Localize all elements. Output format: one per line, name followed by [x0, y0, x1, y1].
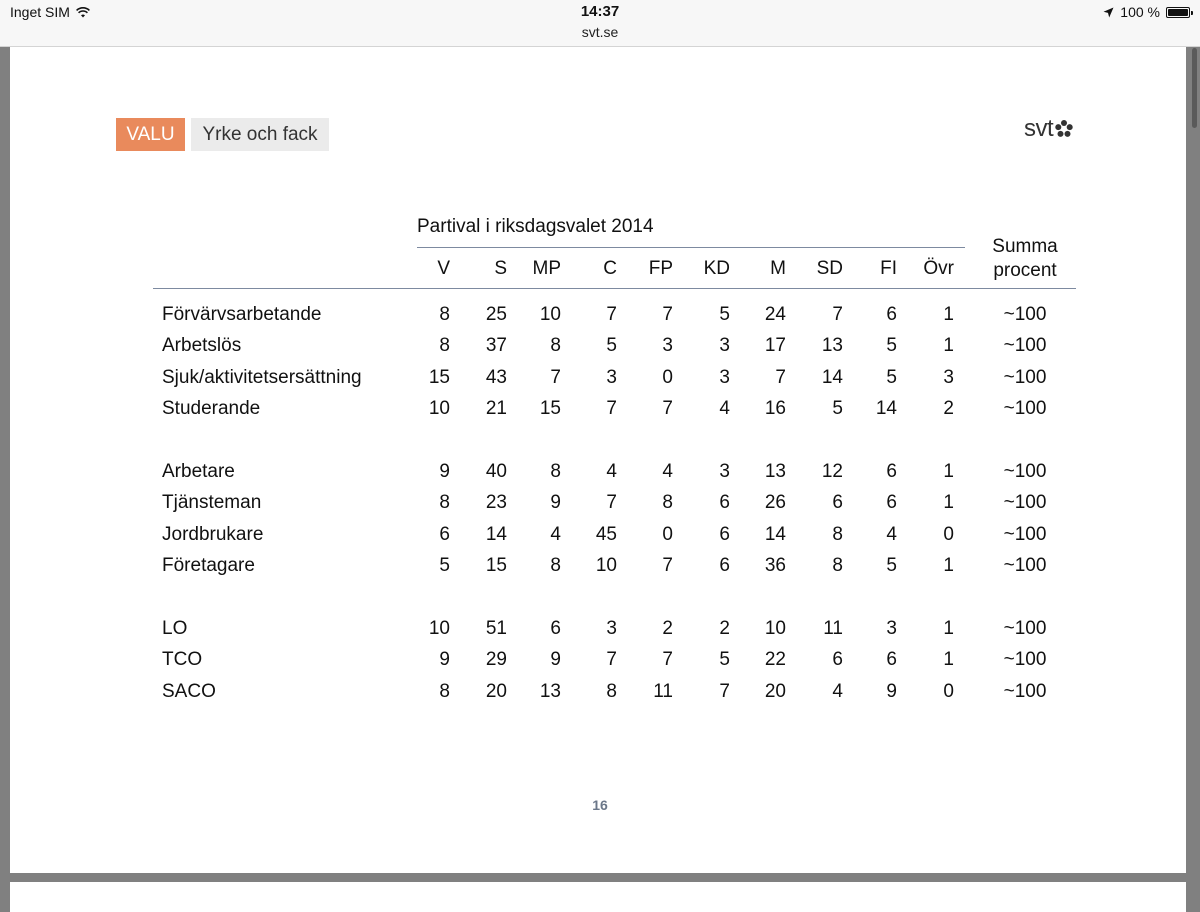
column-header: SD: [816, 258, 843, 279]
location-arrow-icon: [1103, 7, 1114, 18]
table-row: [10, 681, 1186, 709]
table-cell: 7: [662, 398, 673, 419]
table-cell: 7: [662, 304, 673, 325]
table-cell: 7: [832, 304, 843, 325]
table-cell: 25: [485, 304, 507, 325]
table-row: [10, 335, 1186, 363]
row-label: Studerande: [162, 398, 261, 419]
column-header: MP: [532, 258, 561, 279]
table-cell: 5: [886, 367, 897, 388]
table-row: [10, 461, 1186, 489]
table-cell: 4: [606, 461, 617, 482]
column-header: C: [603, 258, 617, 279]
sum-cell: ~100: [1003, 555, 1047, 576]
table-cell: 6: [886, 492, 897, 513]
table-cell: 9: [550, 492, 561, 513]
table-cell: 5: [439, 555, 450, 576]
table-cell: 8: [832, 524, 843, 545]
table-cell: 7: [606, 492, 617, 513]
table-cell: 17: [764, 335, 786, 356]
column-header: KD: [703, 258, 730, 279]
sum-cell: ~100: [1003, 304, 1047, 325]
sum-header-line1: Summa: [992, 236, 1058, 257]
table-cell: 6: [886, 461, 897, 482]
table-cell: 2: [943, 398, 954, 419]
table-cell: 8: [439, 335, 450, 356]
row-label: Tjänsteman: [162, 492, 262, 513]
table-cell: 0: [943, 524, 954, 545]
table-cell: 13: [821, 335, 843, 356]
table-cell: 14: [821, 367, 843, 388]
table-cell: 4: [719, 398, 730, 419]
table-cell: 4: [886, 524, 897, 545]
table-cell: 3: [662, 335, 673, 356]
table-row: [10, 367, 1186, 395]
row-label: Sjuk/aktivitetsersättning: [162, 367, 362, 388]
table-cell: 1: [943, 618, 954, 639]
table-cell: 8: [439, 304, 450, 325]
table-cell: 0: [662, 367, 673, 388]
table-cell: 10: [539, 304, 561, 325]
table-cell: 6: [719, 492, 730, 513]
table-cell: 8: [606, 681, 617, 702]
sum-cell: ~100: [1003, 398, 1047, 419]
table-cell: 14: [875, 398, 897, 419]
table-cell: 2: [662, 618, 673, 639]
table-cell: 1: [943, 461, 954, 482]
table-cell: 9: [439, 461, 450, 482]
table-row: [10, 555, 1186, 583]
table-cell: 8: [832, 555, 843, 576]
row-label: LO: [162, 618, 188, 639]
table-cell: 1: [943, 335, 954, 356]
table-cell: 1: [943, 304, 954, 325]
table-cell: 5: [606, 335, 617, 356]
sum-cell: ~100: [1003, 524, 1047, 545]
table-cell: 9: [550, 649, 561, 670]
sum-header-line2: procent: [993, 260, 1057, 281]
row-label: SACO: [162, 681, 216, 702]
table-cell: 7: [550, 367, 561, 388]
slide-page: [10, 47, 1186, 873]
table-cell: 3: [719, 367, 730, 388]
table-cell: 3: [606, 367, 617, 388]
table-cell: 7: [606, 649, 617, 670]
table-cell: 10: [428, 618, 450, 639]
status-bar: [0, 0, 1200, 47]
column-header: S: [494, 258, 507, 279]
table-cell: 7: [606, 398, 617, 419]
table-cell: 16: [764, 398, 786, 419]
row-label: TCO: [162, 649, 203, 670]
table-cell: 3: [943, 367, 954, 388]
table-cell: 1: [943, 555, 954, 576]
table-cell: 5: [886, 335, 897, 356]
table-cell: 11: [653, 681, 673, 702]
table-cell: 6: [886, 304, 897, 325]
table-cell: 26: [764, 492, 786, 513]
table-cell: 22: [764, 649, 786, 670]
table-cell: 36: [764, 555, 786, 576]
column-header: FI: [880, 258, 897, 279]
address-bar[interactable]: svt.se: [581, 24, 619, 40]
table-cell: 14: [485, 524, 507, 545]
table-cell: 6: [550, 618, 561, 639]
table-cell: 5: [886, 555, 897, 576]
table-cell: 15: [539, 398, 561, 419]
table-cell: 4: [662, 461, 673, 482]
table-row: [10, 524, 1186, 552]
table-cell: 1: [943, 492, 954, 513]
table-cell: 11: [823, 618, 843, 639]
sum-cell: ~100: [1003, 649, 1047, 670]
table-cell: 21: [485, 398, 507, 419]
table-cell: 6: [719, 524, 730, 545]
clock: 14:37: [580, 3, 620, 20]
table-cell: 1: [943, 649, 954, 670]
row-label: Förvärvsarbetande: [162, 304, 322, 325]
table-cell: 6: [832, 492, 843, 513]
table-row: [10, 304, 1186, 332]
battery-percent: 100 %: [1120, 4, 1160, 20]
table-row: [10, 492, 1186, 520]
table-cell: 2: [719, 618, 730, 639]
table-cell: 24: [764, 304, 786, 325]
table-cell: 10: [595, 555, 617, 576]
table-cell: 10: [764, 618, 786, 639]
title-rule: [417, 247, 965, 248]
column-header: V: [437, 258, 450, 279]
table-cell: 9: [439, 649, 450, 670]
table-cell: 5: [719, 649, 730, 670]
table-cell: 40: [485, 461, 507, 482]
table-row: [10, 618, 1186, 646]
table-cell: 14: [764, 524, 786, 545]
sum-cell: ~100: [1003, 681, 1047, 702]
table-cell: 4: [832, 681, 843, 702]
table-cell: 9: [886, 681, 897, 702]
table-cell: 23: [485, 492, 507, 513]
table-cell: 6: [832, 649, 843, 670]
table-cell: 3: [886, 618, 897, 639]
valu-tag: VALU: [116, 118, 185, 151]
sum-header: [970, 235, 1080, 283]
sum-cell: ~100: [1003, 461, 1047, 482]
table-cell: 6: [886, 649, 897, 670]
table-cell: 5: [832, 398, 843, 419]
carrier-label: Inget SIM: [10, 4, 70, 20]
row-label: Företagare: [162, 555, 255, 576]
table-row: [10, 649, 1186, 677]
table-cell: 8: [662, 492, 673, 513]
table-cell: 13: [539, 681, 561, 702]
table-title: Partival i riksdagsvalet 2014: [417, 216, 654, 237]
table-cell: 0: [662, 524, 673, 545]
table-cell: 8: [550, 461, 561, 482]
table-cell: 5: [719, 304, 730, 325]
sum-cell: ~100: [1003, 335, 1047, 356]
page-number: 16: [592, 797, 608, 813]
table-cell: 29: [485, 649, 507, 670]
table-cell: 20: [485, 681, 507, 702]
sum-cell: ~100: [1003, 492, 1047, 513]
svt-flower-icon: [1053, 118, 1075, 140]
table-cell: 8: [439, 492, 450, 513]
table-cell: 7: [662, 649, 673, 670]
table-cell: 8: [550, 555, 561, 576]
table-cell: 15: [428, 367, 450, 388]
table-cell: 6: [439, 524, 450, 545]
svt-logo: [1024, 115, 1075, 143]
sum-cell: ~100: [1003, 367, 1047, 388]
row-label: Jordbrukare: [162, 524, 264, 545]
table-cell: 7: [775, 367, 786, 388]
column-header: FP: [648, 258, 673, 279]
table-cell: 8: [550, 335, 561, 356]
table-row: [10, 398, 1186, 426]
table-cell: 7: [606, 304, 617, 325]
table-cell: 4: [550, 524, 561, 545]
header-rule: [153, 288, 1076, 289]
table-cell: 51: [485, 618, 507, 639]
table-cell: 45: [595, 524, 617, 545]
table-cell: 7: [719, 681, 730, 702]
table-cell: 15: [485, 555, 507, 576]
battery-status: [1103, 4, 1190, 20]
next-page: [10, 882, 1186, 912]
row-label: Arbetslös: [162, 335, 242, 356]
column-header: Övr: [923, 258, 954, 279]
table-cell: 37: [485, 335, 507, 356]
sum-cell: ~100: [1003, 618, 1047, 639]
table-cell: 20: [764, 681, 786, 702]
table-cell: 43: [485, 367, 507, 388]
table-cell: 12: [821, 461, 843, 482]
topic-tag: Yrke och fack: [191, 118, 329, 151]
scrollbar[interactable]: [1192, 48, 1197, 128]
table-cell: 0: [943, 681, 954, 702]
logo-text: svt: [1024, 115, 1054, 142]
battery-icon: [1166, 7, 1190, 18]
column-header: M: [770, 258, 786, 279]
table-cell: 3: [719, 461, 730, 482]
table-cell: 6: [719, 555, 730, 576]
table-cell: 7: [662, 555, 673, 576]
table-cell: 8: [439, 681, 450, 702]
row-label: Arbetare: [162, 461, 235, 482]
table-cell: 13: [764, 461, 786, 482]
table-cell: 10: [428, 398, 450, 419]
table-cell: 3: [606, 618, 617, 639]
table-cell: 3: [719, 335, 730, 356]
